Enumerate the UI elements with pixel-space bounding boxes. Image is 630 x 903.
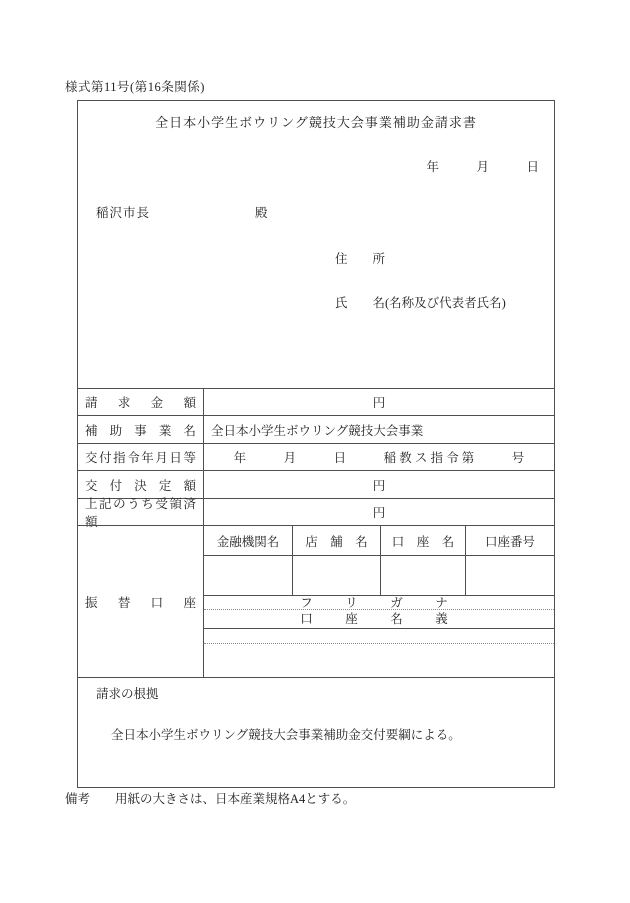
grant-order-date-field: 年 月 日 稲 教 ス 指 令 第 号	[233, 451, 525, 465]
branch-name-header: 店 舗 名	[293, 526, 381, 555]
date-line: 年 月 日	[426, 160, 539, 174]
row-label: 請求金額	[78, 389, 204, 415]
furigana-label: フ リ ガ ナ	[204, 596, 554, 610]
table-row-claim-basis	[78, 677, 554, 787]
name-label: 氏 名(名称及び代表者氏名)	[335, 296, 506, 310]
table-row-claim-amount	[78, 388, 554, 415]
bank-name-field	[204, 556, 293, 595]
claim-basis-cell	[78, 678, 554, 787]
grant-decision-amount-field: 円	[372, 478, 386, 493]
recipient-honorific: 殿	[255, 206, 268, 220]
account-type-field	[381, 556, 466, 595]
received-amount-field: 円	[372, 506, 386, 520]
form-number: 様式第11号(第16条関係)	[65, 80, 205, 94]
transfer-account-subtable	[204, 526, 554, 677]
table-row-grant-order-date	[78, 443, 554, 470]
row-label: 上記のうち受領済額	[78, 499, 204, 525]
address-label: 住 所	[335, 252, 386, 266]
row-label: 補助事業名	[78, 416, 204, 443]
table-row-transfer-account	[78, 525, 554, 677]
document-title: 全日本小学生ボウリング競技大会事業補助金請求書	[155, 115, 477, 130]
table-row-project-name	[78, 415, 554, 443]
account-number-field	[466, 556, 554, 595]
claim-basis-text: 全日本小学生ボウリング競技大会事業補助金交付要綱による。	[111, 728, 461, 742]
account-number-header: 口座番号	[484, 534, 535, 549]
account-type-header: 口 座 名	[381, 526, 466, 555]
furigana-entry-field	[204, 629, 554, 644]
bank-name-header: 金融機関名	[204, 526, 293, 555]
row-label: 交付決定額	[78, 471, 204, 498]
claim-amount-field: 円	[372, 396, 386, 410]
account-header-row	[204, 526, 554, 556]
account-holder-label: 口 座 名 義	[204, 610, 554, 629]
form-border-box	[77, 100, 555, 788]
account-holder-entry-field	[204, 644, 554, 677]
account-entry-row	[204, 556, 554, 596]
row-label: 交付指令年月日等	[78, 444, 204, 470]
form-table	[78, 388, 554, 787]
claim-basis-label: 請求の根拠	[96, 687, 159, 701]
branch-name-field	[293, 556, 381, 595]
recipient-name: 稲沢市長	[96, 206, 151, 220]
remarks-note: 備考 用紙の大きさは、日本産業規格A4とする。	[65, 792, 356, 806]
table-row-received-amount	[78, 497, 554, 529]
project-name-value: 全日本小学生ボウリング競技大会事業	[211, 423, 424, 438]
row-label: 振替口座	[78, 526, 204, 677]
